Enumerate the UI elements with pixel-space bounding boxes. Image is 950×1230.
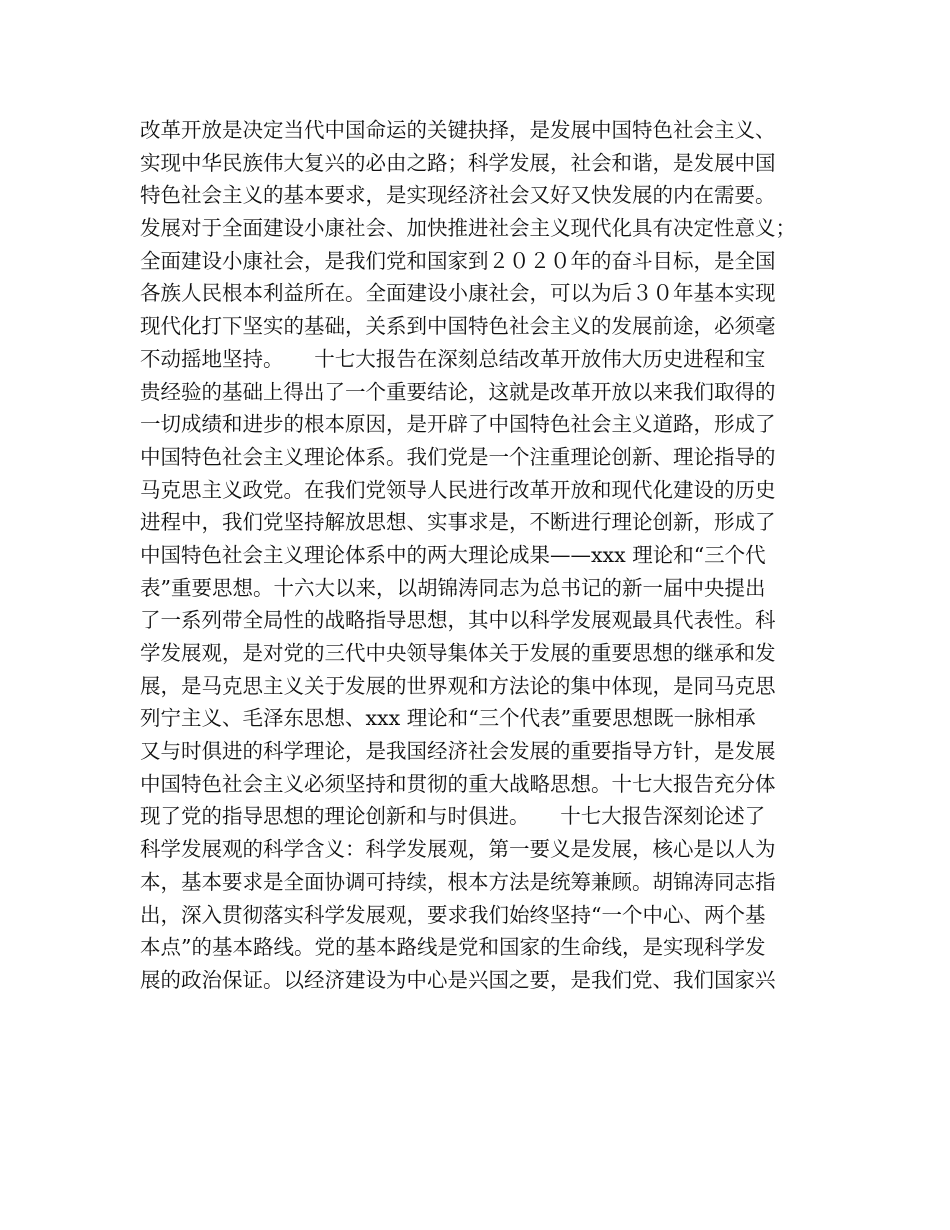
text-line: 一切成绩和进步的根本原因，是开辟了中国特色社会主义道路，形成了 xyxy=(140,412,776,437)
text-line: 科学发展观的科学含义：科学发展观，第一要义是发展，核心是以人为 xyxy=(140,837,776,862)
body-text xyxy=(140,114,830,997)
text-line: 马克思主义政党。在我们党领导人民进行改革开放和现代化建设的历史 xyxy=(140,477,776,502)
text-line: 列宁主义、毛泽东思想、xxx 理论和“三个代表”重要思想既一脉相承 xyxy=(140,706,756,731)
text-line: 出，深入贯彻落实科学发展观，要求我们始终坚持“一个中心、两个基 xyxy=(140,902,766,927)
text-line: 学发展观，是对党的三代中央领导集体关于发展的重要思想的继承和发 xyxy=(140,641,776,665)
text-line: 表”重要思想。十六大以来，以胡锦涛同志为总书记的新一届中央提出 xyxy=(140,575,766,600)
text-line: 各族人民根本利益所在。全面建设小康社会，可以为后３０年基本实现 xyxy=(140,281,776,306)
text-line: 本点”的基本路线。党的基本路线是党和国家的生命线，是实现科学发 xyxy=(140,935,766,960)
text-line: 了一系列带全局性的战略指导思想，其中以科学发展观最具代表性。科 xyxy=(140,608,776,633)
text-line: 进程中，我们党坚持解放思想、实事求是，不断进行理论创新，形成了 xyxy=(140,510,776,535)
text-line: 不动摇地坚持。 十七大报告在深刻总结改革开放伟大历史进程和宝 xyxy=(140,346,766,371)
text-line: 实现中华民族伟大复兴的必由之路；科学发展，社会和谐，是发展中国 xyxy=(140,150,776,175)
text-line: 又与时俱进的科学理论，是我国经济社会发展的重要指导方针，是发展 xyxy=(140,739,776,764)
text-line: 全面建设小康社会，是我们党和国家到２０２０年的奋斗目标，是全国 xyxy=(140,248,776,273)
text-line: 发展对于全面建设小康社会、加快推进社会主义现代化具有决定性意义； xyxy=(140,216,796,241)
text-line: 特色社会主义的基本要求，是实现经济社会又好又快发展的内在需要。 xyxy=(140,183,776,208)
text-line: 中国特色社会主义理论体系中的两大理论成果——xxx 理论和“三个代 xyxy=(140,542,766,567)
text-line: 改革开放是决定当代中国命运的关键抉择，是发展中国特色社会主义、 xyxy=(140,118,776,142)
text-line: 贵经验的基础上得出了一个重要结论，这就是改革开放以来我们取得的 xyxy=(140,379,776,404)
text-line: 本，基本要求是全面协调可持续，根本方法是统筹兼顾。胡锦涛同志指 xyxy=(140,869,776,894)
text-line: 展的政治保证。以经济建设为中心是兴国之要，是我们党、我们国家兴 xyxy=(140,967,776,992)
text-line: 中国特色社会主义理论体系。我们党是一个注重理论创新、理论指导的 xyxy=(140,444,776,469)
text-line: 现代化打下坚实的基础，关系到中国特色社会主义的发展前途，必须毫 xyxy=(140,314,776,339)
text-line: 中国特色社会主义必须坚持和贯彻的重大战略思想。十七大报告充分体 xyxy=(140,771,776,796)
text-line: 现了党的指导思想的理论创新和与时俱进。 十七大报告深刻论述了 xyxy=(140,804,766,829)
text-line: 展，是马克思主义关于发展的世界观和方法论的集中体现，是同马克思 xyxy=(140,673,776,698)
